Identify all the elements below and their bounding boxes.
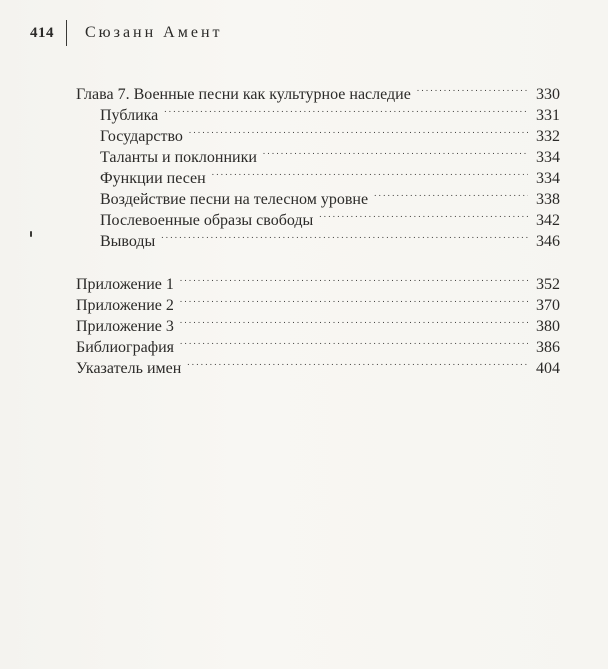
toc-entry-page: 342 bbox=[536, 212, 560, 229]
toc-entry-title: Послевоенные образы свободы bbox=[100, 212, 314, 229]
dot-leader bbox=[263, 148, 528, 162]
dot-leader bbox=[417, 85, 528, 99]
dot-leader bbox=[180, 338, 528, 352]
toc-entry-page: 404 bbox=[536, 360, 560, 377]
toc-entry-page: 334 bbox=[536, 170, 560, 187]
toc-entry-title: Публика bbox=[100, 107, 159, 124]
table-of-contents bbox=[76, 84, 560, 379]
toc-entry-appendix bbox=[76, 295, 560, 316]
dot-leader bbox=[212, 169, 528, 183]
toc-entry-bibliography bbox=[76, 337, 560, 358]
toc-entry-page: 332 bbox=[536, 128, 560, 145]
toc-entry-page: 338 bbox=[536, 191, 560, 208]
toc-entry-title: Воздействие песни на телесном уровне bbox=[100, 191, 369, 208]
toc-entry-page: 370 bbox=[536, 297, 560, 314]
toc-entry-title: Приложение 1 bbox=[76, 276, 174, 293]
toc-entry-title: Библиография bbox=[76, 339, 174, 356]
dot-leader bbox=[164, 106, 528, 120]
toc-entry-title: Функции песен bbox=[100, 170, 206, 187]
toc-entry-appendix bbox=[76, 274, 560, 295]
header-divider bbox=[66, 20, 67, 46]
toc-entry-name-index bbox=[76, 358, 560, 379]
toc-entry-section bbox=[76, 210, 560, 231]
toc-entry-title: Выводы bbox=[100, 233, 156, 250]
toc-entry-title: Таланты и поклонники bbox=[100, 149, 257, 166]
dot-leader bbox=[189, 127, 528, 141]
toc-spacer bbox=[76, 252, 560, 274]
toc-entry-page: 334 bbox=[536, 149, 560, 166]
toc-entry-section bbox=[76, 147, 560, 168]
dot-leader bbox=[187, 359, 528, 373]
margin-mark bbox=[30, 231, 32, 237]
toc-entry-page: 346 bbox=[536, 233, 560, 250]
toc-entry-page: 330 bbox=[536, 86, 560, 103]
dot-leader bbox=[180, 275, 528, 289]
toc-entry-page: 352 bbox=[536, 276, 560, 293]
dot-leader bbox=[374, 190, 528, 204]
toc-entry-title: Государство bbox=[100, 128, 183, 145]
toc-entry-section bbox=[76, 231, 560, 252]
toc-entry-section bbox=[76, 105, 560, 126]
running-header bbox=[30, 18, 223, 48]
dot-leader bbox=[161, 232, 528, 246]
toc-entry-section bbox=[76, 126, 560, 147]
toc-entry-title: Приложение 3 bbox=[76, 318, 174, 335]
toc-entry-chapter-7 bbox=[76, 84, 560, 105]
toc-entry-title: Приложение 2 bbox=[76, 297, 174, 314]
toc-entry-section bbox=[76, 168, 560, 189]
dot-leader bbox=[319, 211, 528, 225]
toc-entry-page: 331 bbox=[536, 107, 560, 124]
page-number: 414 bbox=[30, 24, 54, 41]
toc-entry-section bbox=[76, 189, 560, 210]
dot-leader bbox=[180, 317, 528, 331]
toc-entry-page: 380 bbox=[536, 318, 560, 335]
toc-entry-title: Указатель имен bbox=[76, 360, 182, 377]
toc-entry-title: Глава 7. Военные песни как культурное наследие bbox=[76, 86, 411, 103]
toc-entry-page: 386 bbox=[536, 339, 560, 356]
author-name: Сюзанн Амент bbox=[85, 24, 223, 41]
toc-entry-appendix bbox=[76, 316, 560, 337]
dot-leader bbox=[180, 296, 528, 310]
